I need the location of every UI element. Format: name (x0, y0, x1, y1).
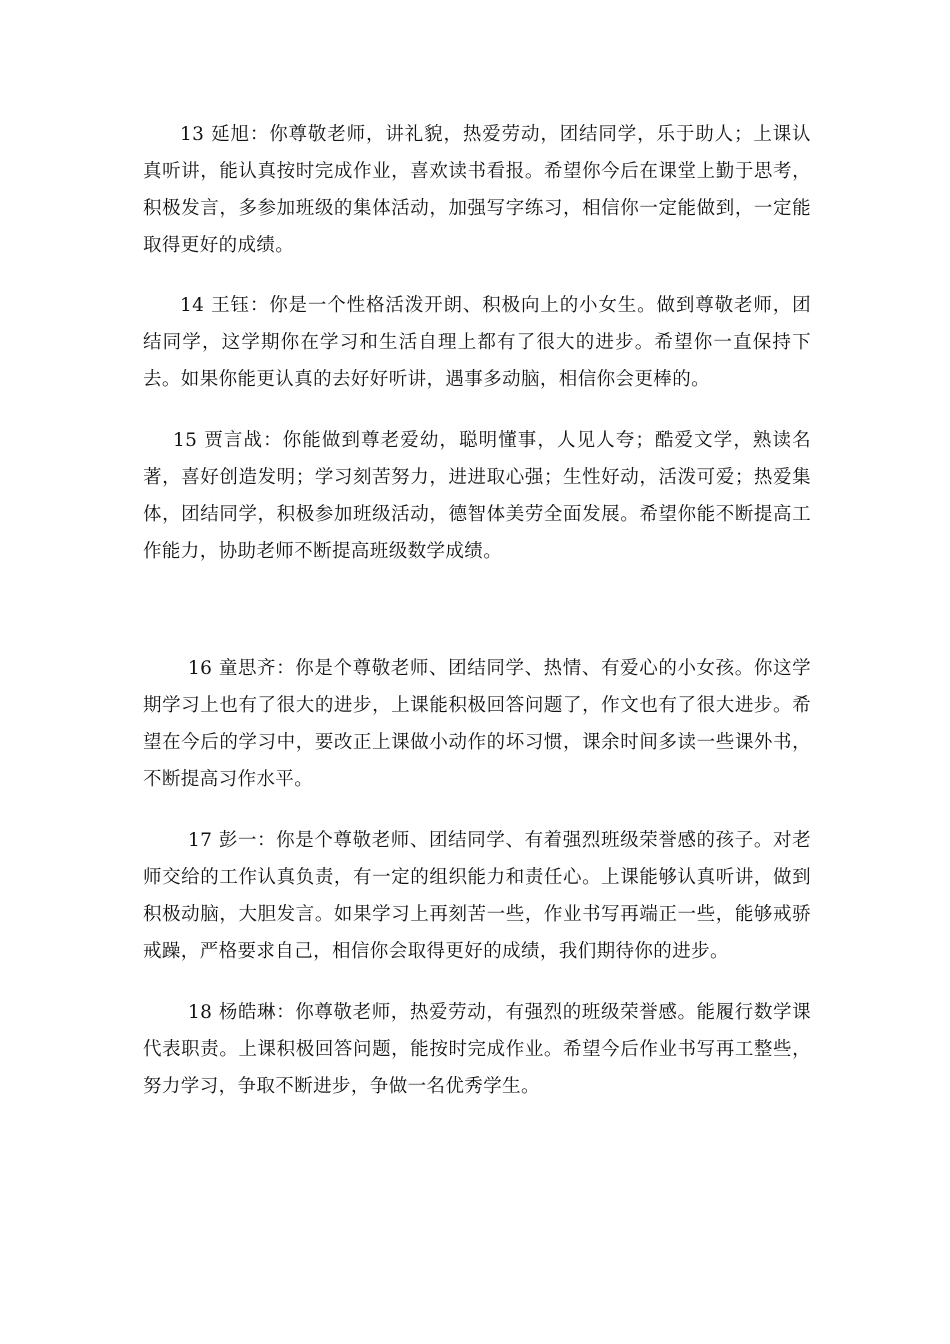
comment-15-text: 15 贾言战：你能做到尊老爱幼，聪明懂事，人见人夸；酷爱文学，熟读名著，喜好创造发明；学习刻苦努力，进进取心强；生性好动，活泼可爱；热爱集体，团结同学，积极参加班级活动，德智体美劳全面发展。希望你能不断提高工作能力，协助老师不断提高班级数学成绩。 (143, 430, 811, 562)
comment-15 (143, 422, 811, 570)
comment-16-text: 16 童思齐：你是个尊敬老师、团结同学、热情、有爱心的小女孩。你这学期学习上也有了很大的进步，上课能积极回答问题了，作文也有了很大进步。希望在今后的学习中，要改正上课做小动作的坏习惯，课余时间多读一些课外书，不断提高习作水平。 (143, 658, 811, 790)
comment-17-text: 17 彭一：你是个尊敬老师、团结同学、有着强烈班级荣誉感的孩子。对老师交给的工作认真负责，有一定的组织能力和责任心。上课能够认真听讲，做到积极动脑，大胆发言。如果学习上再刻苦一些，作业书写再端正一些，能够戒骄戒躁，严格要求自己，相信你会取得更好的成绩，我们期待你的进步。 (143, 830, 811, 962)
comment-13-text: 13 延旭：你尊敬老师，讲礼貌，热爱劳动，团结同学，乐于助人；上课认真听讲，能认真按时完成作业，喜欢读书看报。希望你今后在课堂上勤于思考，积极发言，多参加班级的集体活动，加强写字练习，相信你一定能做到，一定能取得更好的成绩。 (143, 124, 811, 256)
comment-18-text: 18 杨皓琳：你尊敬老师，热爱劳动，有强烈的班级荣誉感。能履行数学课代表职责。上课积极回答问题，能按时完成作业。希望今后作业书写再工整些，努力学习，争取不断进步，争做一名优秀学生。 (143, 1002, 811, 1097)
comment-13 (143, 116, 811, 264)
comment-14-text: 14 王钰：你是一个性格活泼开朗、积极向上的小女生。做到尊敬老师，团结同学，这学期你在学习和生活自理上都有了很大的进步。希望你一直保持下去。如果你能更认真的去好好听讲，遇事多动脑，相信你会更棒的。 (143, 295, 811, 390)
comment-14 (143, 287, 811, 398)
comment-17 (143, 822, 811, 970)
comment-16 (143, 650, 811, 798)
comment-18 (143, 994, 811, 1105)
